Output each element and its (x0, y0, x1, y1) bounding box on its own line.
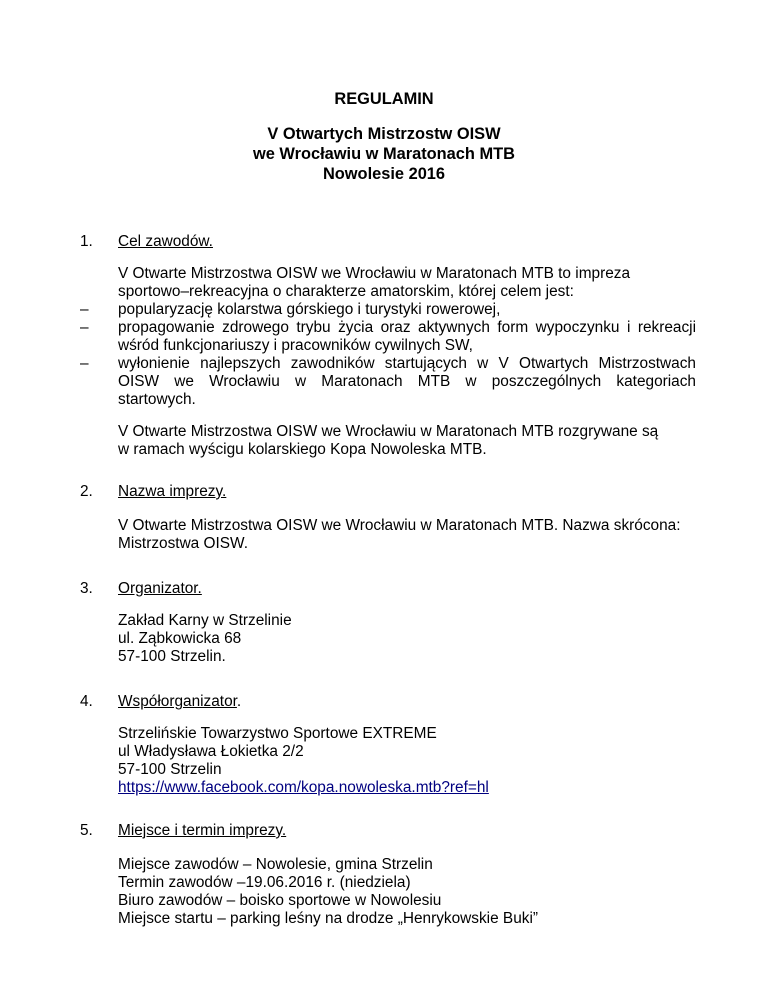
bullet-dash: – (80, 301, 89, 318)
document-subtitle (0, 124, 768, 184)
section-number: 2. (80, 483, 93, 500)
paragraph-line: V Otwarte Mistrzostwa OISW we Wrocławiu w Maratonach MTB to impreza (118, 265, 631, 282)
address-line: Zakład Karny w Strzelinie (118, 612, 292, 629)
bullet-line: popularyzację kolarstwa górskiego i turystyki rowerowej, (118, 301, 501, 318)
paragraph-line: Termin zawodów –19.06.2016 r. (niedziela) (118, 874, 411, 891)
bullet-line: OISW we Wrocławiu w Maratonach MTB w poszczególnych kategoriach (118, 373, 696, 390)
section-number: 4. (80, 693, 93, 710)
document-title: REGULAMIN (334, 90, 434, 108)
section-heading-suffix: . (236, 693, 242, 710)
address-line: ul Władysława Łokietka 2/2 (118, 743, 304, 760)
section-heading-text: Cel zawodów. (118, 233, 213, 250)
bullet-item (80, 319, 696, 355)
section-heading-text: Nazwa imprezy. (118, 483, 227, 500)
bullet-line: wśród funkcjonariuszy i pracowników cywilnych SW, (118, 337, 473, 354)
section-1-outro (118, 423, 696, 459)
section-1-heading (80, 233, 213, 251)
paragraph-line: V Otwarte Mistrzostwa OISW we Wrocławiu w Maratonach MTB. Nazwa skrócona: (118, 517, 681, 534)
paragraph-line: Miejsce startu – parking leśny na drodze „Henrykowskie Buki” (118, 910, 538, 927)
section-heading-text: Współorganizator (118, 693, 237, 710)
section-number: 3. (80, 580, 93, 597)
section-5-body (118, 856, 696, 928)
section-heading-text: Miejsce i termin imprezy. (118, 822, 287, 839)
section-number: 5. (80, 822, 93, 839)
section-2-heading (80, 483, 226, 501)
paragraph-line: w ramach wyścigu kolarskiego Kopa Nowoleska MTB. (118, 441, 487, 458)
subtitle-line: V Otwartych Mistrzostw OISW (267, 125, 501, 143)
paragraph-line: V Otwarte Mistrzostwa OISW we Wrocławiu w Maratonach MTB rozgrywane są (118, 423, 659, 440)
paragraph-line: Miejsce zawodów – Nowolesie, gmina Strzelin (118, 856, 433, 873)
paragraph-line: sportowo–rekreacyjna o charakterze amatorskim, której celem jest: (118, 283, 574, 300)
address-line: Strzelińskie Towarzystwo Sportowe EXTREME (118, 725, 437, 742)
bullet-line: wyłonienie najlepszych zawodników startujących w V Otwartych Mistrzostwach (118, 355, 696, 372)
section-4-body (118, 725, 696, 797)
section-2-body (118, 517, 696, 553)
address-line: ul. Ząbkowicka 68 (118, 630, 242, 647)
paragraph-line: Mistrzostwa OISW. (118, 535, 248, 552)
address-line: 57-100 Strzelin (118, 761, 222, 778)
section-number: 1. (80, 233, 93, 250)
section-5-heading (80, 822, 286, 840)
bullet-item (80, 301, 696, 319)
bullet-dash: – (80, 355, 89, 372)
section-4-heading (80, 693, 241, 711)
bullet-item (80, 355, 696, 409)
section-3-heading (80, 580, 202, 598)
facebook-link[interactable]: https://www.facebook.com/kopa.nowoleska.mtb?ref=hl (118, 779, 489, 796)
section-3-body (118, 612, 696, 666)
address-line: 57-100 Strzelin. (118, 648, 226, 665)
subtitle-line: we Wrocławiu w Maratonach MTB (253, 145, 515, 163)
section-heading-text: Organizator. (118, 580, 202, 597)
bullet-dash: – (80, 319, 89, 336)
section-1-intro (118, 265, 696, 301)
paragraph-line: Biuro zawodów – boisko sportowe w Nowolesiu (118, 892, 442, 909)
bullet-line: startowych. (118, 391, 196, 408)
subtitle-line: Nowolesie 2016 (322, 165, 446, 183)
bullet-line: propagowanie zdrowego trybu życia oraz aktywnych form wypoczynku i rekreacji (118, 319, 696, 336)
